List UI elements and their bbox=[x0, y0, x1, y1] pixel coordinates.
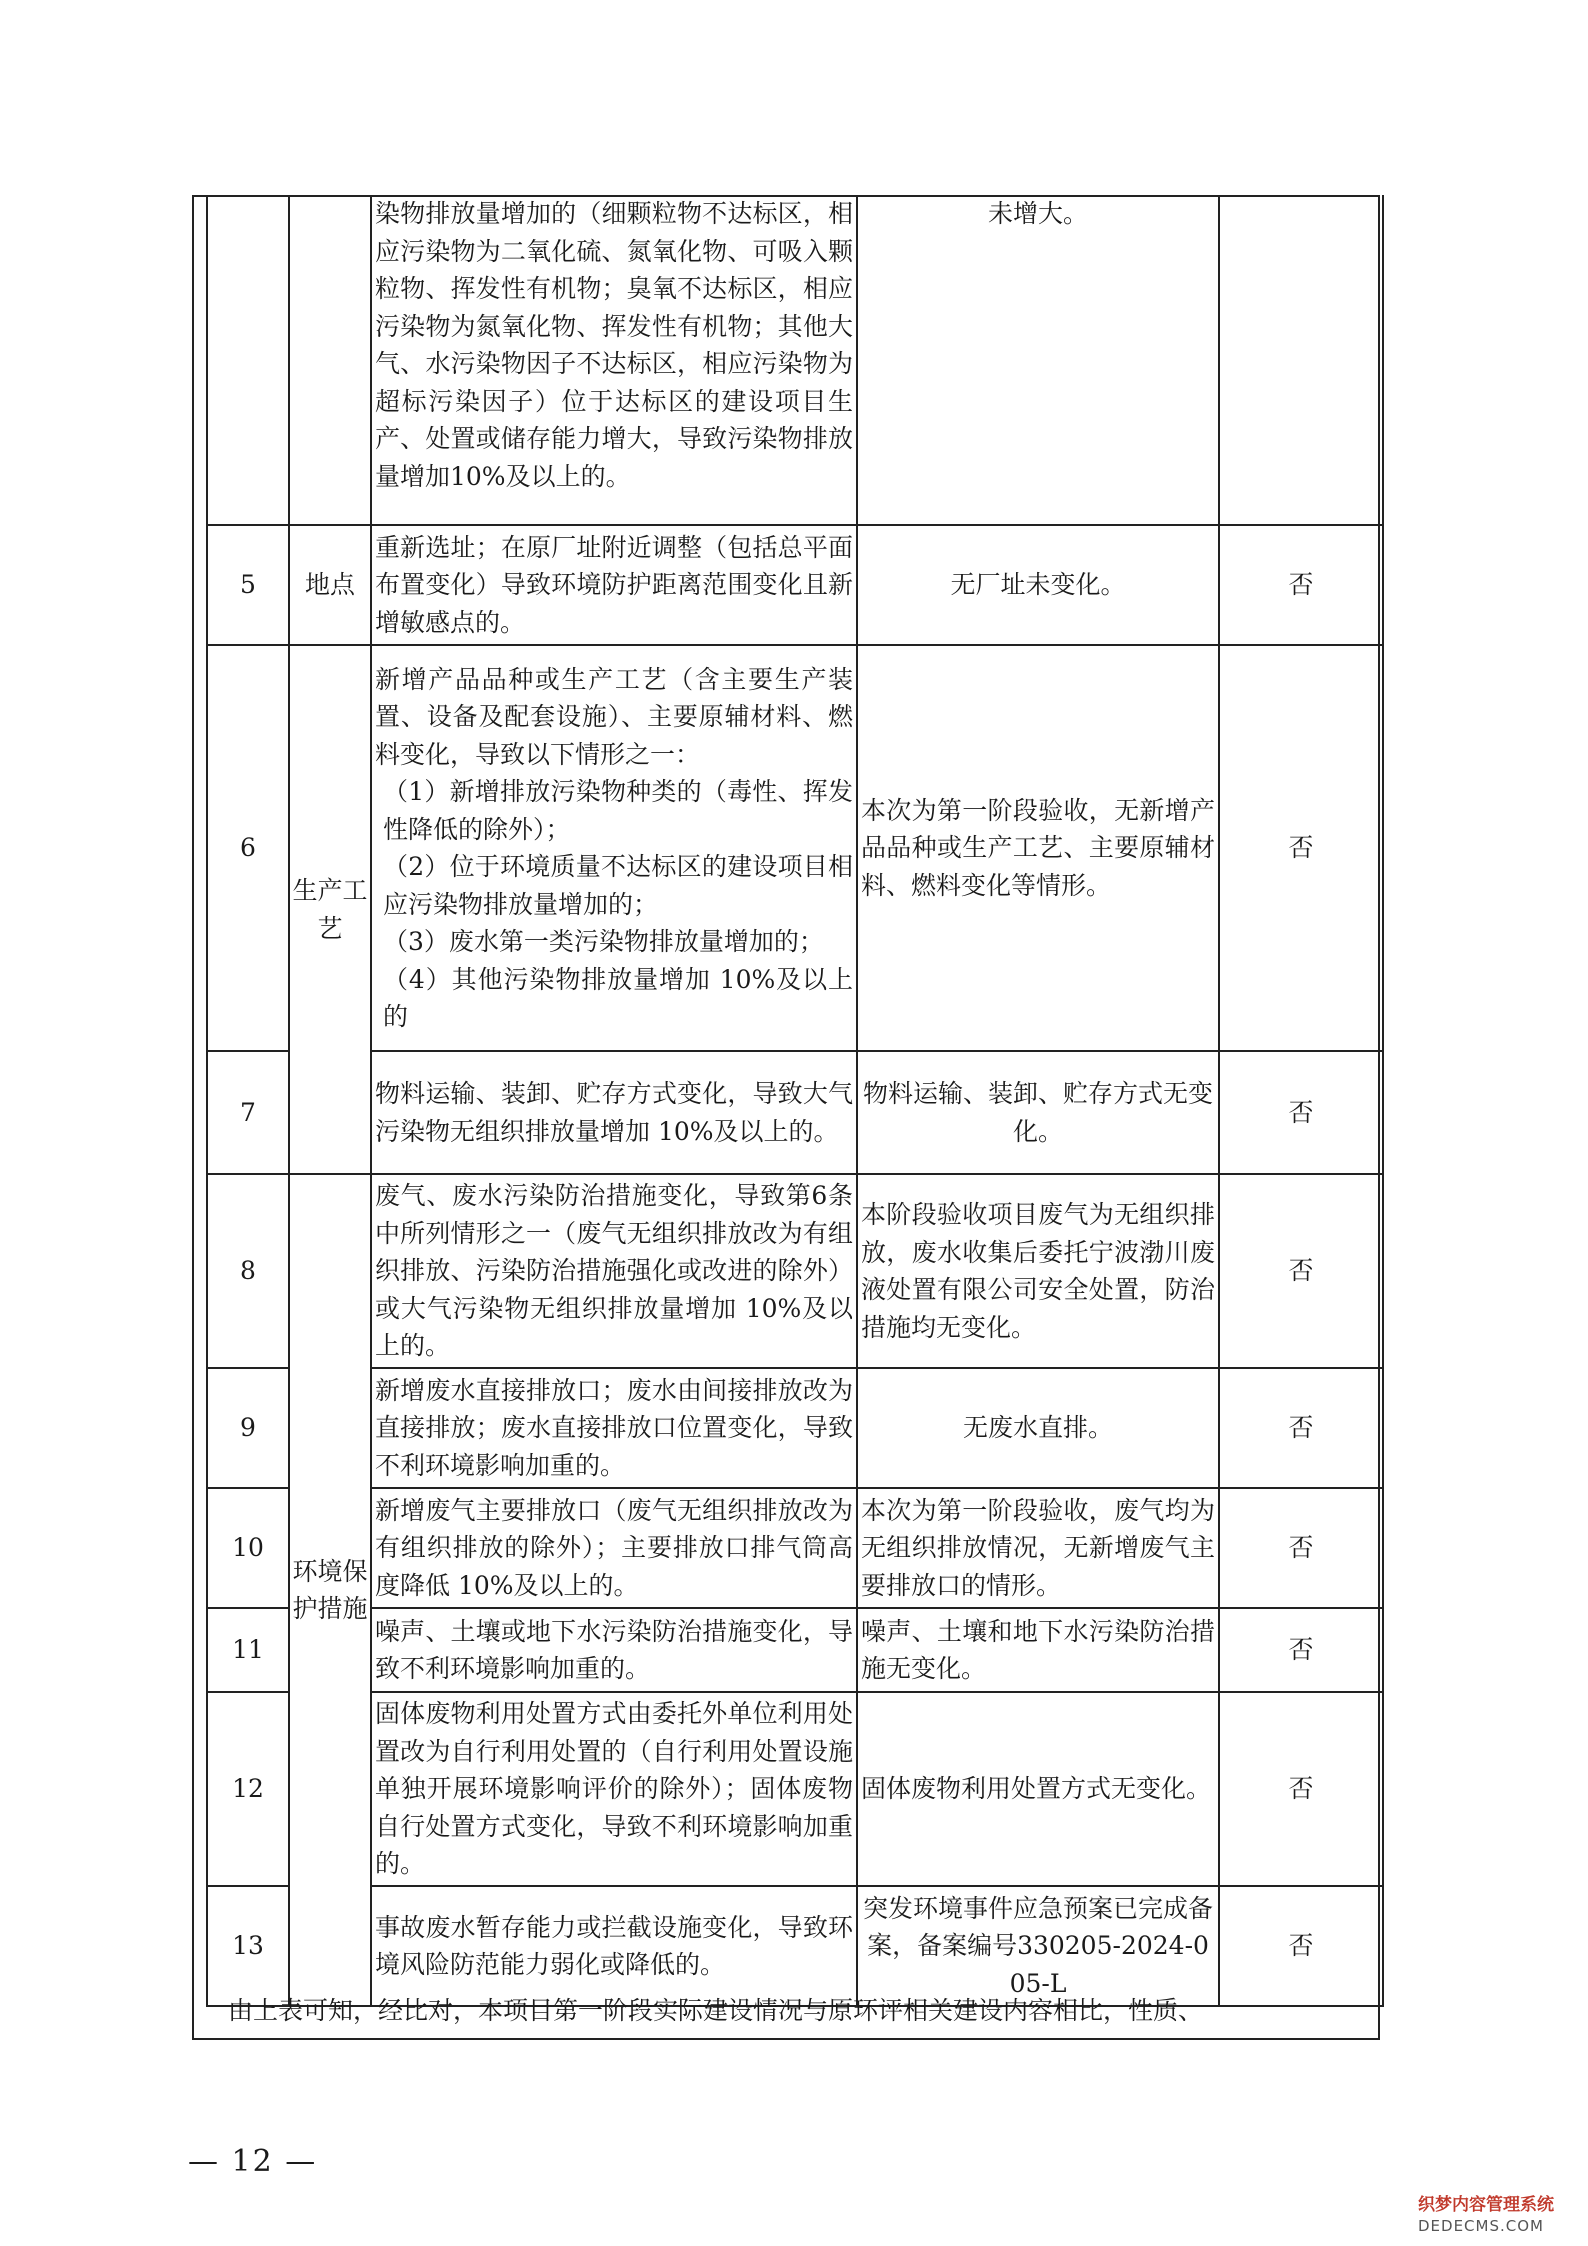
row-number-cell bbox=[207, 195, 289, 525]
watermark-cn: 织梦内容管理系统 bbox=[1418, 2195, 1554, 2215]
actual-cell: 固体废物利用处置方式无变化。 bbox=[857, 1692, 1219, 1886]
row-number-cell: 11 bbox=[207, 1608, 289, 1692]
row-number-cell: 10 bbox=[207, 1488, 289, 1608]
condition-item: （2）位于环境质量不达标区的建设项目相应污染物排放量增加的； bbox=[383, 852, 853, 919]
result-cell: 否 bbox=[1219, 1692, 1383, 1886]
row-number-cell: 7 bbox=[207, 1051, 289, 1174]
actual-cell: 突发环境事件应急预案已完成备案，备案编号330205-2024-005-L bbox=[857, 1886, 1219, 2006]
result-cell: 否 bbox=[1219, 1368, 1383, 1488]
result-cell: 否 bbox=[1219, 525, 1383, 645]
table-row bbox=[207, 1368, 1383, 1488]
condition-item: （4）其他污染物排放量增加 10%及以上的 bbox=[383, 964, 853, 1031]
actual-cell: 未增大。 bbox=[857, 195, 1219, 525]
condition-intro: 新增产品品种或生产工艺（含主要生产装置、设备及配套设施）、主要原辅材料、燃料变化，导致以下情形之一： bbox=[375, 664, 853, 769]
condition-cell: 物料运输、装卸、贮存方式变化，导致大气污染物无组织排放量增加 10%及以上的。 bbox=[371, 1051, 857, 1174]
table-row bbox=[207, 525, 1383, 645]
row-number-cell: 13 bbox=[207, 1886, 289, 2006]
comparison-table bbox=[206, 195, 1384, 2007]
actual-cell: 无厂址未变化。 bbox=[857, 525, 1219, 645]
result-cell bbox=[1219, 195, 1383, 525]
table-row bbox=[207, 1051, 1383, 1174]
condition-cell: 新增废气主要排放口（废气无组织排放改为有组织排放的除外）；主要排放口排气筒高度降低 10%及以上的。 bbox=[371, 1488, 857, 1608]
category-cell: 地点 bbox=[289, 525, 371, 645]
condition-cell: 事故废水暂存能力或拦截设施变化，导致环境风险防范能力弱化或降低的。 bbox=[371, 1886, 857, 2006]
category-cell: 环境保护措施 bbox=[289, 1174, 371, 2006]
table-row bbox=[207, 1608, 1383, 1692]
table-row bbox=[207, 1174, 1383, 1368]
result-cell: 否 bbox=[1219, 1488, 1383, 1608]
condition-item: （3）废水第一类污染物排放量增加的； bbox=[383, 927, 824, 956]
site-watermark bbox=[1418, 2194, 1578, 2240]
actual-cell: 本次为第一阶段验收，废气均为无组织排放情况，无新增废气主要排放口的情形。 bbox=[857, 1488, 1219, 1608]
actual-cell: 噪声、土壤和地下水污染防治措施无变化。 bbox=[857, 1608, 1219, 1692]
page-number: — 12 — bbox=[188, 2144, 318, 2179]
conclusion-paragraph: 由上表可知，经比对，本项目第一阶段实际建设情况与原环评相关建设内容相比，性质、 bbox=[228, 1996, 1204, 2025]
actual-cell: 本阶段验收项目废气为无组织排放，废水收集后委托宁波渤川废液处置有限公司安全处置，防治措施均无变化。 bbox=[857, 1174, 1219, 1368]
condition-cell: 染物排放量增加的（细颗粒物不达标区，相应污染物为二氧化硫、氮氧化物、可吸入颗粒物、挥发性有机物；臭氧不达标区，相应污染物为氮氧化物、挥发性有机物；其他大气、水污染物因子不达标区，相应污染物为超标污染因子）位于达标区的建设项目生产、处置或储存能力增大，导致污染物排放量增加10%及以上的。 bbox=[371, 195, 857, 525]
row-number-cell: 9 bbox=[207, 1368, 289, 1488]
category-cell bbox=[289, 195, 371, 525]
actual-cell: 物料运输、装卸、贮存方式无变化。 bbox=[857, 1051, 1219, 1174]
category-cell: 生产工艺 bbox=[289, 645, 371, 1174]
actual-cell: 无废水直排。 bbox=[857, 1368, 1219, 1488]
condition-cell: 噪声、土壤或地下水污染防治措施变化，导致不利环境影响加重的。 bbox=[371, 1608, 857, 1692]
table-row bbox=[207, 1886, 1383, 2006]
condition-cell: 重新选址；在原厂址附近调整（包括总平面布置变化）导致环境防护距离范围变化且新增敏感点的。 bbox=[371, 525, 857, 645]
condition-cell bbox=[371, 645, 857, 1051]
table-row bbox=[207, 195, 1383, 525]
table-row bbox=[207, 1692, 1383, 1886]
watermark-en: DEDECMS.COM bbox=[1418, 2217, 1544, 2235]
condition-item: （1）新增排放污染物种类的（毒性、挥发性降低的除外）； bbox=[383, 777, 853, 844]
condition-cell: 新增废水直接排放口；废水由间接排放改为直接排放；废水直接排放口位置变化，导致不利环境影响加重的。 bbox=[371, 1368, 857, 1488]
row-number-cell: 12 bbox=[207, 1692, 289, 1886]
row-number-cell: 6 bbox=[207, 645, 289, 1051]
result-cell: 否 bbox=[1219, 645, 1383, 1051]
result-cell: 否 bbox=[1219, 1051, 1383, 1174]
result-cell: 否 bbox=[1219, 1608, 1383, 1692]
row-number-cell: 8 bbox=[207, 1174, 289, 1368]
condition-cell: 废气、废水污染防治措施变化，导致第6条中所列情形之一（废气无组织排放改为有组织排放、污染防治措施强化或改进的除外）或大气污染物无组织排放量增加 10%及以上的。 bbox=[371, 1174, 857, 1368]
result-cell: 否 bbox=[1219, 1174, 1383, 1368]
table-row bbox=[207, 1488, 1383, 1608]
row-number-cell: 5 bbox=[207, 525, 289, 645]
condition-cell: 固体废物利用处置方式由委托外单位利用处置改为自行利用处置的（自行利用处置设施单独开展环境影响评价的除外）；固体废物自行处置方式变化，导致不利环境影响加重的。 bbox=[371, 1692, 857, 1886]
actual-cell: 本次为第一阶段验收，无新增产品品种或生产工艺、主要原辅材料、燃料变化等情形。 bbox=[857, 645, 1219, 1051]
table-row bbox=[207, 645, 1383, 1051]
result-cell: 否 bbox=[1219, 1886, 1383, 2006]
